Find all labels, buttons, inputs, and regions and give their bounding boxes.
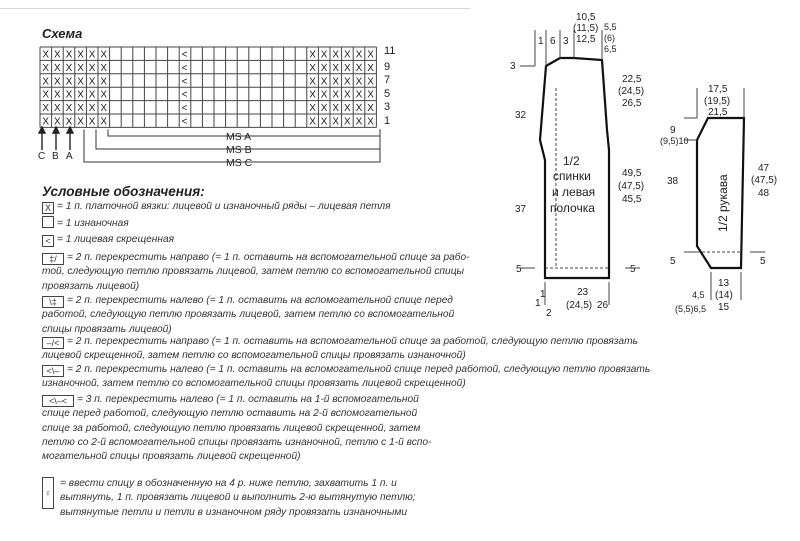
grid-symbol: X bbox=[77, 103, 84, 115]
row-number: 9 bbox=[384, 61, 391, 73]
grid-symbol: X bbox=[320, 62, 328, 74]
body-label: 1/2 bbox=[563, 154, 580, 168]
grid-symbol: X bbox=[332, 116, 340, 128]
dim-text: 2 bbox=[546, 308, 552, 319]
grid-symbol: X bbox=[355, 62, 363, 74]
dim-text: 26,5 bbox=[622, 98, 642, 109]
row-number: 5 bbox=[384, 88, 391, 100]
grid-symbol: X bbox=[355, 116, 363, 128]
symbol-lt-icon: < bbox=[42, 235, 54, 247]
symbol-x-icon: X bbox=[42, 202, 54, 214]
grid-symbol: X bbox=[42, 103, 50, 115]
grid-symbol: X bbox=[355, 49, 363, 61]
grid-symbol: X bbox=[54, 76, 61, 88]
grid-symbol: < bbox=[181, 116, 188, 128]
grid-symbol: X bbox=[65, 76, 73, 88]
dim-text: 38 bbox=[667, 176, 679, 187]
grid-symbol: X bbox=[77, 116, 84, 128]
grid-symbol: X bbox=[332, 49, 340, 61]
dim-text: 9 bbox=[670, 125, 676, 136]
dim-text: 3 bbox=[563, 36, 569, 47]
grid-symbol: X bbox=[100, 89, 108, 101]
dim-text: 3 bbox=[510, 61, 516, 72]
grid-symbol: X bbox=[100, 49, 108, 61]
row-number: 1 bbox=[384, 115, 391, 127]
grid-symbol: X bbox=[332, 76, 340, 88]
grid-symbol: X bbox=[65, 49, 73, 61]
dim-text: (24,5) bbox=[566, 300, 593, 311]
grid-symbol: X bbox=[77, 89, 84, 101]
dim-text: 32 bbox=[515, 110, 527, 121]
grid-symbol: X bbox=[344, 62, 351, 74]
grid-symbol: X bbox=[344, 49, 351, 61]
grid-symbol: X bbox=[367, 76, 374, 88]
row-number: 7 bbox=[384, 74, 391, 86]
grid-symbol: X bbox=[355, 76, 363, 88]
legend-item-knit: X = 1 п. платочной вязки: лицевой и изнаночный ряды – лицевая петля bbox=[42, 200, 502, 214]
scheme-title: Схема bbox=[42, 26, 83, 41]
grid-symbol: X bbox=[42, 62, 50, 74]
dim-text: 5 bbox=[760, 256, 766, 267]
dim-text: 5,5 bbox=[604, 22, 617, 32]
legend-item-cross-left-purl: <\– = 2 п. перекрестить налево (= 1 п. оставить на вспомогательной спице перед работой, следующую петлю провязать изнаночной, затем петлю со вспомогательной спицы провязать лицевой скрещенной) bbox=[42, 364, 651, 390]
grid-symbol: X bbox=[332, 103, 340, 115]
grid-symbol: X bbox=[344, 116, 351, 128]
dim-text: 13 bbox=[718, 278, 730, 289]
grid-symbol: X bbox=[320, 89, 328, 101]
dim-text: 26 bbox=[597, 300, 609, 311]
grid-symbol: < bbox=[181, 62, 188, 74]
grid-symbol: X bbox=[100, 116, 108, 128]
grid-symbol: X bbox=[355, 89, 363, 101]
grid-symbol: X bbox=[77, 62, 84, 74]
grid-symbol: X bbox=[54, 49, 61, 61]
grid-symbol: X bbox=[309, 116, 316, 128]
arrow-label-b: B bbox=[52, 151, 59, 162]
legend-item-cross-right: ‡/ = 2 п. перекрестить направо (= 1 п. оставить на вспомогательной спице за рабо- той, следующую петлю провязать лицевой, затем петлю со вспомогательной спицы провязать лицевой) bbox=[42, 252, 470, 292]
legend-item-cross-left: \‡ = 2 п. перекрестить налево (= 1 п. оставить на вспомогательной спице перед работой, следующую петлю провязать лицевой, затем петлю со вспомогательной спицы провязать лицевой) bbox=[42, 295, 455, 335]
dim-text: 48 bbox=[758, 188, 770, 199]
cross-three-icon: <\–< bbox=[42, 395, 74, 407]
grid-symbol: X bbox=[344, 103, 351, 115]
dim-text: (24,5) bbox=[618, 86, 645, 97]
dim-text: 6 bbox=[550, 36, 556, 47]
legend-item-twisted: < = 1 лицевая скрещенная bbox=[42, 233, 502, 247]
grid-symbol: X bbox=[88, 76, 96, 88]
dim-text: 1 bbox=[540, 289, 546, 300]
body-label: полочка bbox=[550, 201, 595, 215]
grid-symbol: X bbox=[54, 103, 61, 115]
grid-symbol: X bbox=[77, 76, 84, 88]
dim-text: (5,5)6,5 bbox=[675, 304, 707, 314]
dim-text: 12,5 bbox=[576, 34, 596, 45]
dim-text: 5 bbox=[516, 264, 522, 275]
dim-text: (19,5) bbox=[704, 96, 731, 107]
grid-symbol: X bbox=[54, 116, 61, 128]
pulled-loop-icon: ♀ bbox=[42, 477, 54, 509]
cross-left-icon: \‡ bbox=[42, 296, 64, 308]
grid-symbol: X bbox=[309, 76, 316, 88]
dim-text: 21,5 bbox=[708, 107, 728, 118]
dim-text: 4,5 bbox=[692, 290, 705, 300]
grid-symbol: X bbox=[88, 103, 96, 115]
grid-symbol: X bbox=[367, 103, 374, 115]
grid-symbol: X bbox=[344, 89, 351, 101]
grid-symbol: X bbox=[332, 62, 340, 74]
dim-text: 37 bbox=[515, 204, 527, 215]
dim-text: 22,5 bbox=[622, 74, 642, 85]
grid-symbol: X bbox=[88, 62, 96, 74]
grid-symbol: X bbox=[367, 62, 374, 74]
grid-symbol: X bbox=[367, 49, 374, 61]
body-label: и левая bbox=[552, 185, 596, 199]
dim-text: 10,5 bbox=[576, 12, 596, 23]
ms-b-label: MS B bbox=[226, 144, 252, 156]
row-number: 3 bbox=[384, 101, 391, 113]
grid-symbol: X bbox=[320, 76, 328, 88]
grid-symbol: < bbox=[181, 103, 188, 115]
grid-symbol: X bbox=[65, 89, 73, 101]
dim-text: (47,5) bbox=[751, 175, 778, 186]
arrow-label-c: C bbox=[38, 151, 46, 162]
dim-text: 6,5 bbox=[604, 44, 617, 54]
body-label: спинки bbox=[553, 169, 591, 183]
grid-symbol: X bbox=[42, 76, 50, 88]
dim-text: 5 bbox=[670, 256, 676, 267]
legend-item-pulled-loop: ♀ = ввести спицу в обозначенную на 4 р. ниже петлю, захватить 1 п. и вытянуть, 1 п. провязать лицевой и выполнить 2-ю вытянутую петлю; вытянутые петли и петли в изнаночном ряду провязать изнаночными bbox=[42, 477, 462, 520]
legend-item-purl: = 1 изнаночная bbox=[42, 216, 502, 231]
grid-symbol: X bbox=[54, 89, 61, 101]
grid-symbol: X bbox=[100, 76, 108, 88]
grid-symbol: X bbox=[88, 49, 96, 61]
cross-right-icon: ‡/ bbox=[42, 253, 64, 265]
sleeve-label: 1/2 рукава bbox=[716, 174, 730, 232]
dim-text: (6) bbox=[604, 33, 615, 43]
grid-symbol: X bbox=[332, 89, 340, 101]
dim-text: 1 bbox=[538, 36, 544, 47]
cross-right-purl-icon: –/< bbox=[42, 337, 64, 349]
ms-a-label: MS A bbox=[226, 131, 252, 143]
grid-symbol: X bbox=[65, 116, 73, 128]
dim-text: (9,5)10 bbox=[660, 136, 689, 146]
grid-symbol: X bbox=[77, 49, 84, 61]
grid-symbol: X bbox=[100, 62, 108, 74]
row-number: 11 bbox=[384, 45, 396, 57]
legend-item-cross-three: <\–< = 3 п. перекрестить налево (= 1 п. оставить на 1-й вспомогательной спице перед работой, следующую петлю оставить на 2-й вспомогательной спице за работой, следующую петлю провязать лицевой скрещенной, затем петлю со 2-й вспомогательной спицы провязать изнаночной, петлю с 1-й вспо- могательной спицы провязать лицевой скрещенной) bbox=[42, 394, 432, 463]
grid-symbol: < bbox=[181, 49, 188, 61]
grid-symbol: X bbox=[42, 89, 50, 101]
grid-symbol: X bbox=[100, 103, 108, 115]
grid-symbol: X bbox=[88, 89, 96, 101]
grid-symbol: X bbox=[42, 116, 50, 128]
dim-text: 5 bbox=[630, 264, 636, 275]
dim-text: 45,5 bbox=[622, 194, 642, 205]
grid-symbol: X bbox=[309, 62, 316, 74]
grid-symbol: < bbox=[181, 89, 188, 101]
grid-symbol: X bbox=[65, 103, 73, 115]
grid-symbol: X bbox=[320, 103, 328, 115]
cross-left-purl-icon: <\– bbox=[42, 365, 64, 377]
grid-symbol: X bbox=[88, 116, 96, 128]
ms-c-label: MS C bbox=[226, 157, 253, 169]
grid-symbol: X bbox=[367, 89, 374, 101]
dim-text: (47,5) bbox=[618, 181, 645, 192]
grid-symbol: X bbox=[309, 103, 316, 115]
legend-item-cross-right-purl: –/< = 2 п. перекрестить направо (= 1 п. оставить на вспомогательной спице за работой, следующую петлю провязать лицевой скрещенной, затем петлю со вспомогательной спицы провязать изнаночной) bbox=[42, 336, 638, 362]
grid-symbol: X bbox=[42, 49, 50, 61]
grid-symbol: X bbox=[320, 49, 328, 61]
grid-symbol: X bbox=[344, 76, 351, 88]
grid-symbol: X bbox=[309, 89, 316, 101]
dim-text: 1 bbox=[535, 298, 541, 309]
grid-symbol: X bbox=[65, 62, 73, 74]
grid-symbol: X bbox=[54, 62, 61, 74]
grid-symbol: < bbox=[181, 76, 188, 88]
grid-symbol: X bbox=[320, 116, 328, 128]
arrow-label-a: A bbox=[66, 151, 73, 162]
dim-text: 47 bbox=[758, 163, 770, 174]
legend-title: Условные обозначения: bbox=[42, 184, 205, 199]
dim-text: 49,5 bbox=[622, 168, 642, 179]
grid-symbol: X bbox=[309, 49, 316, 61]
dim-text: 17,5 bbox=[708, 84, 728, 95]
dim-text: (14) bbox=[715, 290, 733, 301]
grid-symbol: X bbox=[355, 103, 363, 115]
dim-text: 23 bbox=[577, 287, 589, 298]
dim-text: (11,5) bbox=[573, 23, 599, 34]
grid-symbol: X bbox=[367, 116, 374, 128]
dim-text: 15 bbox=[718, 302, 730, 313]
